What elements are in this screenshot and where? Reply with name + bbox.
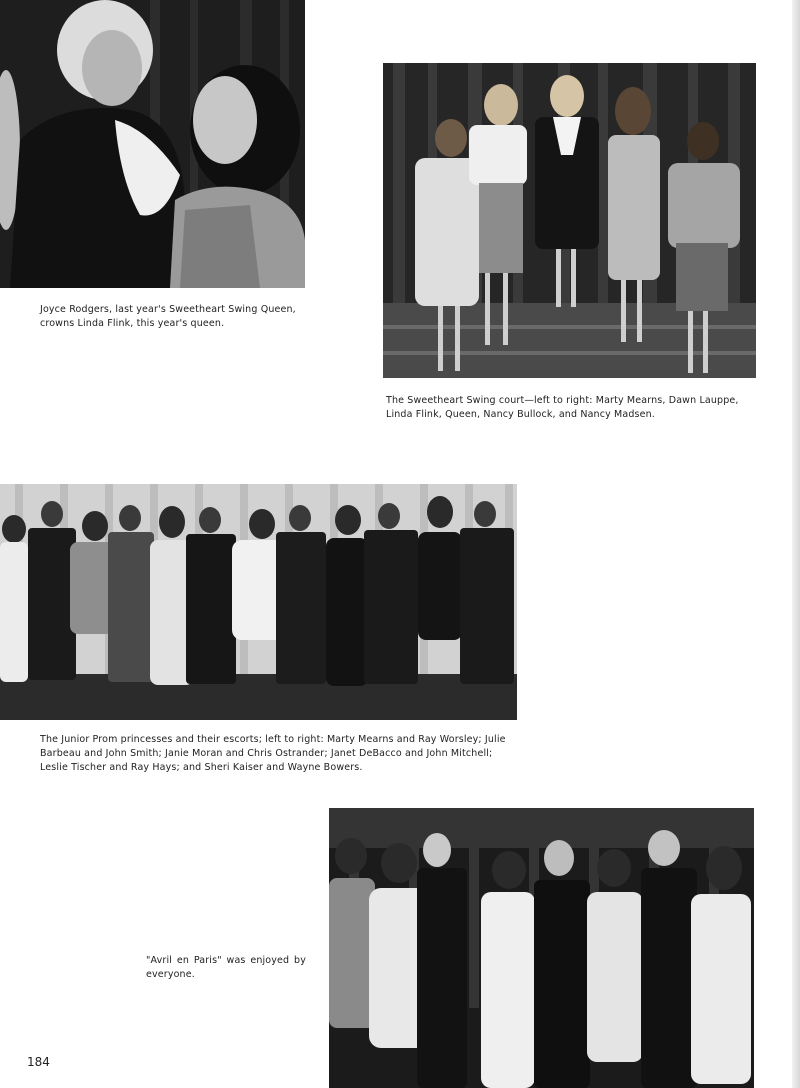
- dance-photo: [329, 808, 754, 1088]
- coronation-photo: [0, 0, 305, 288]
- page-number: 184: [27, 1055, 50, 1069]
- dance-caption: "Avril en Paris" was enjoyed by everyone.: [146, 955, 306, 980]
- coronation-caption: Joyce Rodgers, last year's Sweetheart Swing Queen, crowns Linda Flink, this year's queen.: [40, 304, 296, 329]
- prom-caption: The Junior Prom princesses and their escorts; left to right: Marty Mearns and Ray Worsley; Julie Barbeau and John Smith; Janie Moran and Chris Ostrander; Janet DeBacco and John Mitchell; Leslie Tischer and Ray Hays; and Sheri Kaiser and Wayne Bowers.: [40, 734, 506, 773]
- court-photo: [383, 63, 756, 378]
- page-edge-shadow: [792, 0, 800, 1088]
- prom-photo: [0, 484, 517, 720]
- court-caption: The Sweetheart Swing court—left to right: Marty Mearns, Dawn Lauppe, Linda Flink, Queen, Nancy Bullock, and Nancy Madsen.: [386, 395, 739, 420]
